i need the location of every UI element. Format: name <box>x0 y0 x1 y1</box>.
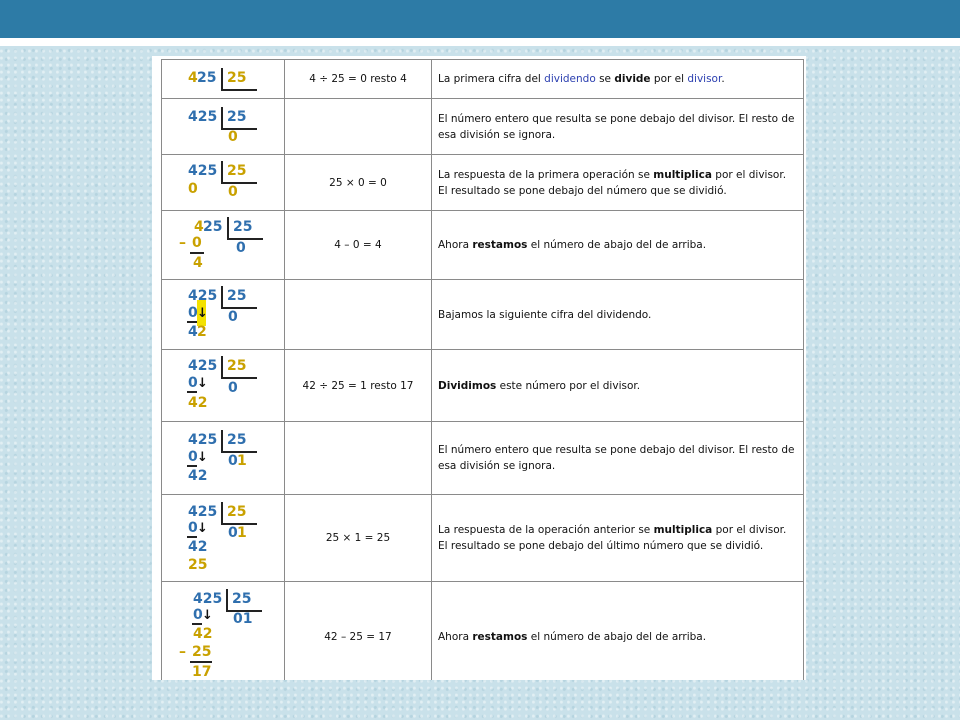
remainder: 4 <box>193 255 203 271</box>
subtraction-line <box>192 623 202 625</box>
dividend: 425 <box>188 163 218 179</box>
subtraction-line <box>187 536 197 538</box>
dividend-digit: 4 <box>188 70 198 86</box>
work-cell <box>162 211 285 280</box>
work-cell <box>162 99 285 155</box>
dividend: 425 <box>188 109 218 125</box>
work-cell <box>162 60 285 99</box>
division-bar <box>227 217 229 239</box>
work-cell <box>162 350 285 422</box>
product: 25 <box>192 644 212 660</box>
division-line <box>221 89 257 91</box>
quotient: 01 <box>233 611 253 627</box>
explanation-cell: La respuesta de la operación anterior se multiplica por el divisor. El resultado se pone debajo del último número que se dividió. <box>432 495 804 582</box>
divisor: 25 <box>227 70 247 86</box>
operation-cell <box>285 99 432 155</box>
subtrahend: 0 <box>193 607 203 623</box>
product: 0 <box>188 181 198 197</box>
quotient-new-digit: 1 <box>237 525 247 541</box>
partial-dividend: 42 <box>193 626 213 642</box>
explanation-cell: El número entero que resulta se pone debajo del divisor. El resto de esa división se ignora. <box>432 99 804 155</box>
operation-cell: 42 ÷ 25 = 1 resto 17 <box>285 350 432 422</box>
work-cell <box>162 582 285 681</box>
dividend: 425 <box>188 358 218 374</box>
partial-dividend: 42 <box>188 539 208 555</box>
divisor: 25 <box>232 591 252 607</box>
quotient-digit: 0 <box>228 525 238 541</box>
operation-cell: 25 × 0 = 0 <box>285 155 432 211</box>
divisor: 25 <box>227 358 247 374</box>
division-bar <box>221 68 223 90</box>
divisor: 25 <box>227 109 247 125</box>
quotient: 0 <box>236 240 246 256</box>
down-arrow-icon: ↓ <box>197 376 208 391</box>
work-cell <box>162 495 285 582</box>
subtrahend: 0 <box>188 449 198 465</box>
explanation-cell: Ahora restamos el número de abajo del de arriba. <box>432 211 804 280</box>
dividend: 425 <box>193 591 223 607</box>
operation-cell <box>285 422 432 495</box>
table-row <box>162 582 804 681</box>
subtraction-line <box>187 465 197 467</box>
remainder: 17 <box>192 664 212 680</box>
operation-cell: 4 – 0 = 4 <box>285 211 432 280</box>
table-row <box>162 422 804 495</box>
quotient-digit: 0 <box>228 453 238 469</box>
minus-sign: – <box>179 235 186 251</box>
brought-down-digit: 2 <box>197 324 207 340</box>
table-row <box>162 99 804 155</box>
subtraction-line <box>187 321 197 323</box>
divisor: 25 <box>227 163 247 179</box>
division-line <box>221 128 257 130</box>
remainder-digit: 4 <box>188 324 198 340</box>
division-line <box>221 182 257 184</box>
work-cell <box>162 422 285 495</box>
dividend-digit: 4 <box>194 219 204 235</box>
division-bar <box>226 589 228 611</box>
subtraction-line <box>187 391 197 393</box>
dividend: 425 <box>188 432 218 448</box>
divisor: 25 <box>227 504 247 520</box>
division-line <box>221 377 257 379</box>
subtrahend: 0 <box>188 375 198 391</box>
table-row <box>162 495 804 582</box>
title-bar <box>0 0 960 38</box>
table-row <box>162 350 804 422</box>
division-bar <box>221 286 223 308</box>
division-steps-sheet <box>152 56 806 680</box>
explanation-cell: Bajamos la siguiente cifra del dividendo. <box>432 280 804 350</box>
dividend-rest: 25 <box>203 219 223 235</box>
partial-dividend: 42 <box>188 395 208 411</box>
quotient: 0 <box>228 129 238 145</box>
dividend-rest: 25 <box>197 70 217 86</box>
title-divider <box>0 38 960 46</box>
divisor: 25 <box>227 432 247 448</box>
division-bar <box>221 107 223 129</box>
minus-sign: – <box>179 644 186 660</box>
quotient-new-digit: 1 <box>237 453 247 469</box>
explanation-cell: Dividimos este número por el divisor. <box>432 350 804 422</box>
table-row <box>162 60 804 99</box>
subtrahend: 0 <box>188 520 198 536</box>
table-row <box>162 155 804 211</box>
quotient: 0 <box>228 184 238 200</box>
division-bar <box>221 430 223 452</box>
explanation-cell: La respuesta de la primera operación se multiplica por el divisor. El resultado se pone debajo del número que se dividió. <box>432 155 804 211</box>
division-bar <box>221 356 223 378</box>
table-row <box>162 211 804 280</box>
down-arrow-icon: ↓ <box>197 306 208 321</box>
work-cell <box>162 155 285 211</box>
down-arrow-icon: ↓ <box>197 521 208 536</box>
dividend: 425 <box>188 288 218 304</box>
product: 25 <box>188 557 208 573</box>
explanation-cell: El número entero que resulta se pone debajo del divisor. El resto de esa división se ignora. <box>432 422 804 495</box>
subtrahend: 0 <box>192 235 202 251</box>
dividend: 425 <box>188 504 218 520</box>
operation-cell: 25 × 1 = 25 <box>285 495 432 582</box>
divisor: 25 <box>233 219 253 235</box>
partial-dividend: 42 <box>188 468 208 484</box>
work-cell <box>162 280 285 350</box>
operation-cell <box>285 280 432 350</box>
divisor: 25 <box>227 288 247 304</box>
quotient: 0 <box>228 309 238 325</box>
down-arrow-icon: ↓ <box>202 608 213 623</box>
division-line <box>221 307 257 309</box>
division-steps-table <box>161 59 804 680</box>
division-bar <box>221 502 223 524</box>
table-row <box>162 280 804 350</box>
operation-cell: 4 ÷ 25 = 0 resto 4 <box>285 60 432 99</box>
division-bar <box>221 161 223 183</box>
quotient: 0 <box>228 380 238 396</box>
down-arrow-icon: ↓ <box>197 450 208 465</box>
explanation-cell: Ahora restamos el número de abajo del de arriba. <box>432 582 804 681</box>
subtraction-line <box>190 252 204 254</box>
explanation-cell: La primera cifra del dividendo se divide por el divisor. <box>432 60 804 99</box>
operation-cell: 42 – 25 = 17 <box>285 582 432 681</box>
subtraction-line <box>190 661 212 663</box>
subtrahend: 0 <box>188 305 198 321</box>
